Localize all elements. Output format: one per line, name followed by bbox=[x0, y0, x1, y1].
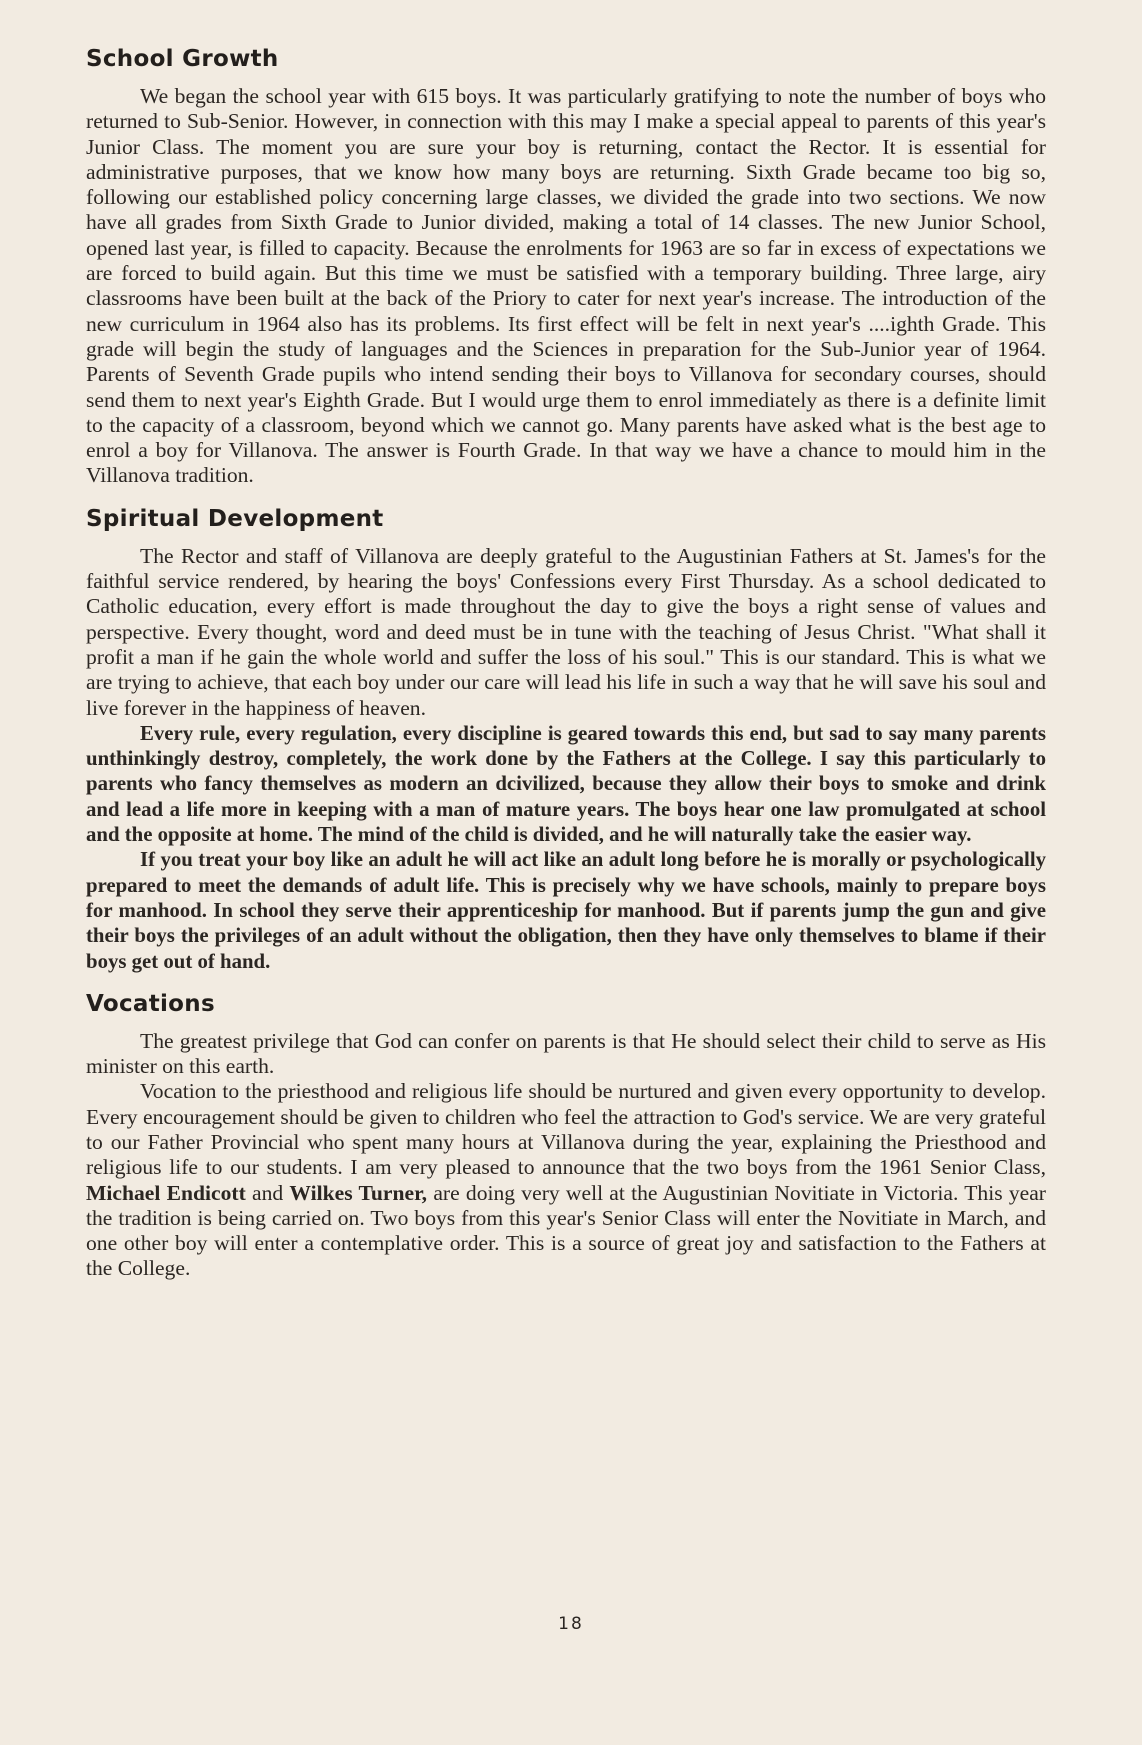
paragraph: We began the school year with 615 boys. It was particularly gratifying to note the number of boys who returned to Sub-Senior. However, in connection with this may I make a special appeal to parents of this year's Junior Class. The moment you are sure your boy is returning, contact the Rector. It is essential for administrative purposes, that we know how many boys are returning. Sixth Grade became too big so, following our established policy concerning large classes, we divided the grade into two sections. We now have all grades from Sixth Grade to Junior divided, making a total of 14 classes. The new Junior School, opened last year, is filled to capacity. Because the enrolments for 1963 are so far in excess of expectations we are forced to build again. But this time we must be satisfied with a temporary building. Three large, airy classrooms have been built at the back of the Priory to cater for next year's increase. The introduction of the new curriculum in 1964 also has its problems. Its first effect will be felt in next year's ....ighth Grade. This grade will begin the study of languages and the Sciences in preparation for the Sub-Junior year of 1964. Parents of Seventh Grade pupils who intend sending their boys to Villanova for secondary courses, should send them to next year's Eighth Grade. But I would urge them to enrol immediately as there is a definite limit to the capacity of a classroom, beyond which we cannot go. Many parents have asked what is the best age to enrol a boy for Villanova. The answer is Fourth Grade. In that way we have a chance to mould him in the Villanova tradition. bbox=[86, 84, 1046, 488]
paragraph-text: Vocation to the priesthood and religious life should be nurtured and given every opportunity to develop. Every encouragement should be given to children who feel the attraction to God's service. We are very grateful to our Father Provincial who spent many hours at Villanova during the year, explaining the Priesthood and religious life to our students. I am very pleased to announce that the two boys from the 1961 Senior Class, bbox=[86, 1079, 1046, 1180]
document-page bbox=[86, 46, 1046, 1299]
section-vocations bbox=[86, 991, 1046, 1282]
paragraph-text: are doing very well at the Augustinian Novitiate in Victoria. This year the tradition is being carried on. Two boys from this year's Senior Class will enter the Novitiate in March, and one other boy will enter a contemplative order. This is a source of great joy and satisfaction to the Fathers at the College. bbox=[86, 1180, 1046, 1281]
section-school-growth bbox=[86, 46, 1046, 489]
paragraph-bold: Every rule, every regulation, every discipline is geared towards this end, but sad to say many parents unthinkingly destroy, completely, the work done by the Fathers at the College. I say this particularly to parents who fancy themselves as modern an dcivilized, because they allow their boys to smoke and drink and lead a life more in keeping with a man of mature years. The boys hear one law promulgated at school and the opposite at home. The mind of the child is divided, and he will naturally take the easier way. bbox=[86, 721, 1046, 847]
student-name: Wilkes Turner, bbox=[289, 1180, 428, 1205]
section-spiritual-development bbox=[86, 506, 1046, 974]
paragraph-bold: If you treat your boy like an adult he will act like an adult long before he is morally or psychologically prepared to meet the demands of adult life. This is precisely why we have schools, mainly to prepare boys for manhood. In school they serve their apprenticeship for manhood. But if parents jump the gun and give their boys the privileges of an adult without the obligation, then they have only themselves to blame if their boys get out of hand. bbox=[86, 848, 1046, 973]
section-heading: School Growth bbox=[86, 46, 279, 72]
student-name: Michael Endicott bbox=[86, 1180, 246, 1205]
paragraph bbox=[86, 1079, 1046, 1281]
paragraph: The greatest privilege that God can confer on parents is that He should select their child to serve as His minister on this earth. bbox=[86, 1028, 1046, 1079]
paragraph-text: and bbox=[252, 1180, 284, 1205]
paragraph: The Rector and staff of Villanova are deeply grateful to the Augustinian Fathers at St. James's for the faithful service rendered, by hearing the boys' Confessions every First Thursday. As a school dedicated to Catholic education, every effort is made throughout the day to give the boys a right sense of values and perspective. Every thought, word and deed must be in tune with the teaching of Jesus Christ. "What shall it profit a man if he gain the whole world and suffer the loss of his soul." This is our standard. This is what we are trying to achieve, that each boy under our care will lead his life in such a way that he will save his soul and live forever in the happiness of heaven. bbox=[86, 543, 1046, 720]
section-heading: Vocations bbox=[86, 990, 215, 1017]
page-number: 18 bbox=[558, 1614, 584, 1634]
section-heading: Spiritual Development bbox=[86, 505, 384, 532]
